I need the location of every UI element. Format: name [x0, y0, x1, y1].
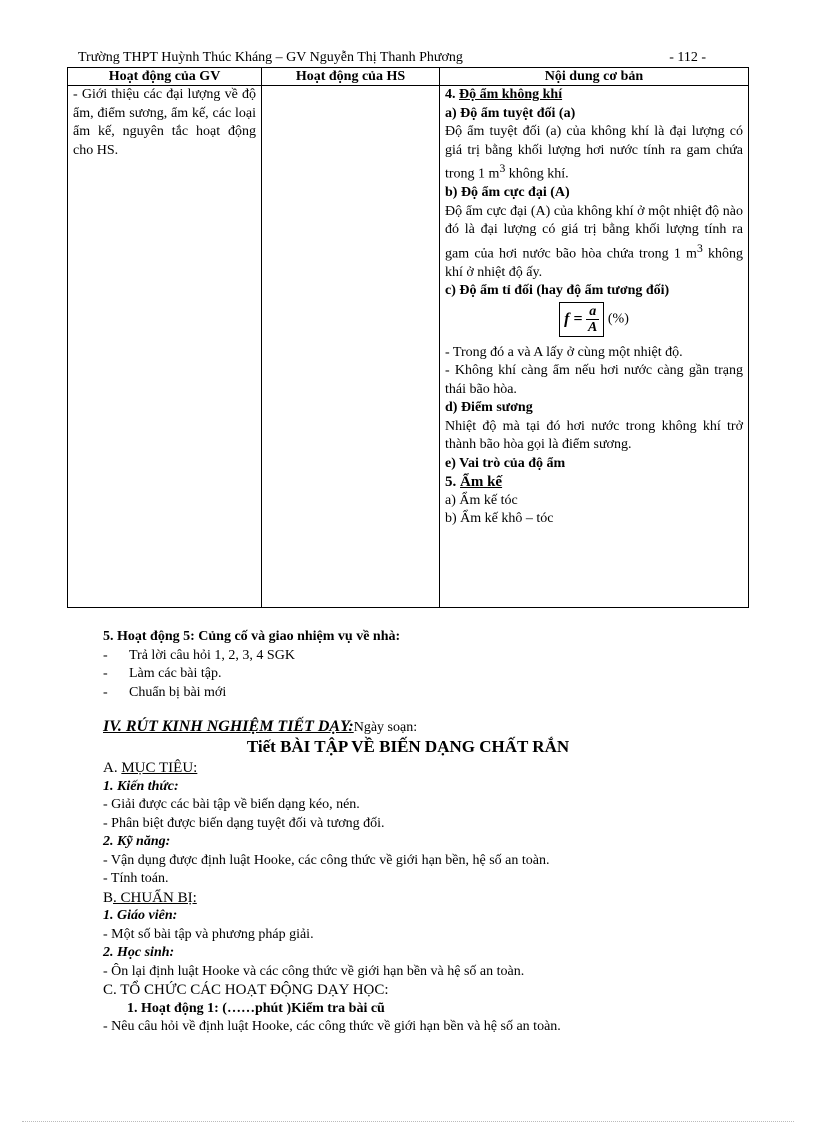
- header-gv: Hoạt động của GV: [68, 68, 262, 86]
- teacher-title: 1. Giáo viên:: [103, 908, 178, 923]
- relative-humidity-title: c) Độ ẩm tỉ đối (hay độ ẩm tương đối): [445, 283, 670, 299]
- activity-1-text: - Nêu câu hỏi về định luật Hooke, các công thức về giới hạn bền và hệ số an toàn.: [103, 1019, 561, 1034]
- max-humidity-title: b) Độ ẩm cực đại (A): [445, 185, 570, 201]
- formula-note-2: - Không khí càng ẩm nếu hơi nước càng gần trạng thái bão hòa.: [445, 363, 743, 397]
- knowledge-1: - Giải được các bài tập về biến dạng kéo, nén.: [103, 797, 360, 812]
- dew-point-text: Nhiệt độ mà tại đó hơi nước trong không khí trở thành bão hòa gọi là điểm sương.: [445, 418, 743, 453]
- objectives-title: A. MỤC TIÊU:: [103, 760, 198, 776]
- activity-5-title: 5. Hoạt động 5: Củng cố và giao nhiệm vụ về nhà:: [103, 629, 401, 644]
- date-label: Ngày soạn:: [353, 720, 418, 735]
- lesson-table: [67, 67, 749, 608]
- lesson-body: [103, 759, 743, 1037]
- organize-title: C. TỔ CHỨC CÁC HOẠT ĐỘNG DẠY HỌC:: [103, 982, 389, 998]
- teacher-1: - Một số bài tập và phương pháp giải.: [103, 926, 314, 942]
- absolute-humidity-text: Độ ẩm tuyệt đối (a) của không khí là đại lượng có giá trị bằng khối lượng hơi nước tính ra gam chứa trong 1 $m^3$ không khí.: [445, 124, 743, 182]
- skills-title: 2. Kỹ năng:: [103, 834, 171, 849]
- list-item: - Trả lời câu hỏi 1, 2, 3, 4 SGK: [103, 647, 295, 663]
- formula-box: f = $\frac{a}{A}$: [559, 302, 604, 337]
- content-body: [445, 86, 743, 529]
- page-number: - 112 -: [669, 50, 706, 65]
- student-1: - Ôn lại định luật Hooke và các công thức về giới hạn bền và hệ số an toàn.: [103, 963, 525, 979]
- knowledge-title: 1. Kiến thức:: [103, 778, 179, 794]
- activity-5: [103, 628, 743, 702]
- content-cell: [440, 86, 749, 608]
- section-5-title: 5. Ẩm kế: [445, 474, 503, 491]
- section-iv-title: IV. RÚT KINH NGHIỆM TIẾT DẠY:: [103, 718, 354, 735]
- header-content: Nội dung cơ bản: [440, 68, 749, 86]
- absolute-humidity-title: a) Độ ẩm tuyệt đối (a): [445, 105, 576, 121]
- skills-2: - Tính toán.: [103, 871, 169, 886]
- humidity-role-title: e) Vai trò của độ ẩm: [445, 455, 566, 471]
- formula-note-1: - Trong đó a và A lấy ở cùng một nhiệt độ.: [445, 344, 683, 360]
- gv-activity-text: - Giới thiệu các đại lượng về độ ẩm, điểm sương, ẩm kế, các loại ẩm kế, nguyên tắc hoạt động cho HS.: [73, 87, 256, 158]
- hs-cell: [262, 86, 440, 608]
- student-title: 2. Học sinh:: [103, 945, 175, 960]
- table-header-row: [68, 68, 749, 86]
- knowledge-2: - Phân biệt được biến dạng tuyệt đối và tương đối.: [103, 815, 385, 831]
- activity-1-title: 1. Hoạt động 1: (……phút )Kiểm tra bài cũ: [127, 1000, 385, 1016]
- hygrometer-hair: a) Ẩm kế tóc: [445, 492, 518, 508]
- dew-point-title: d) Điểm sương: [445, 400, 533, 416]
- lesson-title: Tiết BÀI TẬP VỀ BIẾN DẠNG CHẤT RẮN: [246, 737, 570, 756]
- preparation-title: B. CHUẨN BỊ:: [103, 889, 197, 906]
- max-humidity-text: Độ ẩm cực đại (A) của không khí ở một nhiệt độ nào đó là đại lượng có giá trị bằng khối lượng tính ra gam của hơi nước bão hòa chứa trong 1 $m^3$ không khí ở nhiệt độ ấy.: [445, 203, 744, 280]
- page-bottom-border: [22, 1121, 794, 1122]
- page-header: [78, 50, 706, 66]
- list-item: - Làm các bài tập.: [103, 666, 222, 681]
- section-iv: [103, 718, 417, 736]
- header-hs: Hoạt động của HS: [262, 68, 440, 86]
- header-school: Trường THPT Huỳnh Thúc Kháng – GV Nguyễn Thị Thanh Phương: [78, 50, 463, 65]
- table-row: [68, 86, 749, 608]
- hygrometer-dry-hair: b) Ẩm kế khô – tóc: [445, 511, 554, 527]
- activity-5-list: [103, 647, 743, 703]
- gv-cell: [68, 86, 262, 608]
- relative-humidity-formula: f = $\frac{a}{A}$ (%): [445, 302, 743, 342]
- list-item: - Chuẩn bị bài mới: [103, 684, 227, 700]
- skills-1: - Vận dụng được định luật Hooke, các công thức về giới hạn bền, hệ số an toàn.: [103, 852, 550, 868]
- section-4-title: 4. Độ ẩm không khí: [445, 87, 563, 102]
